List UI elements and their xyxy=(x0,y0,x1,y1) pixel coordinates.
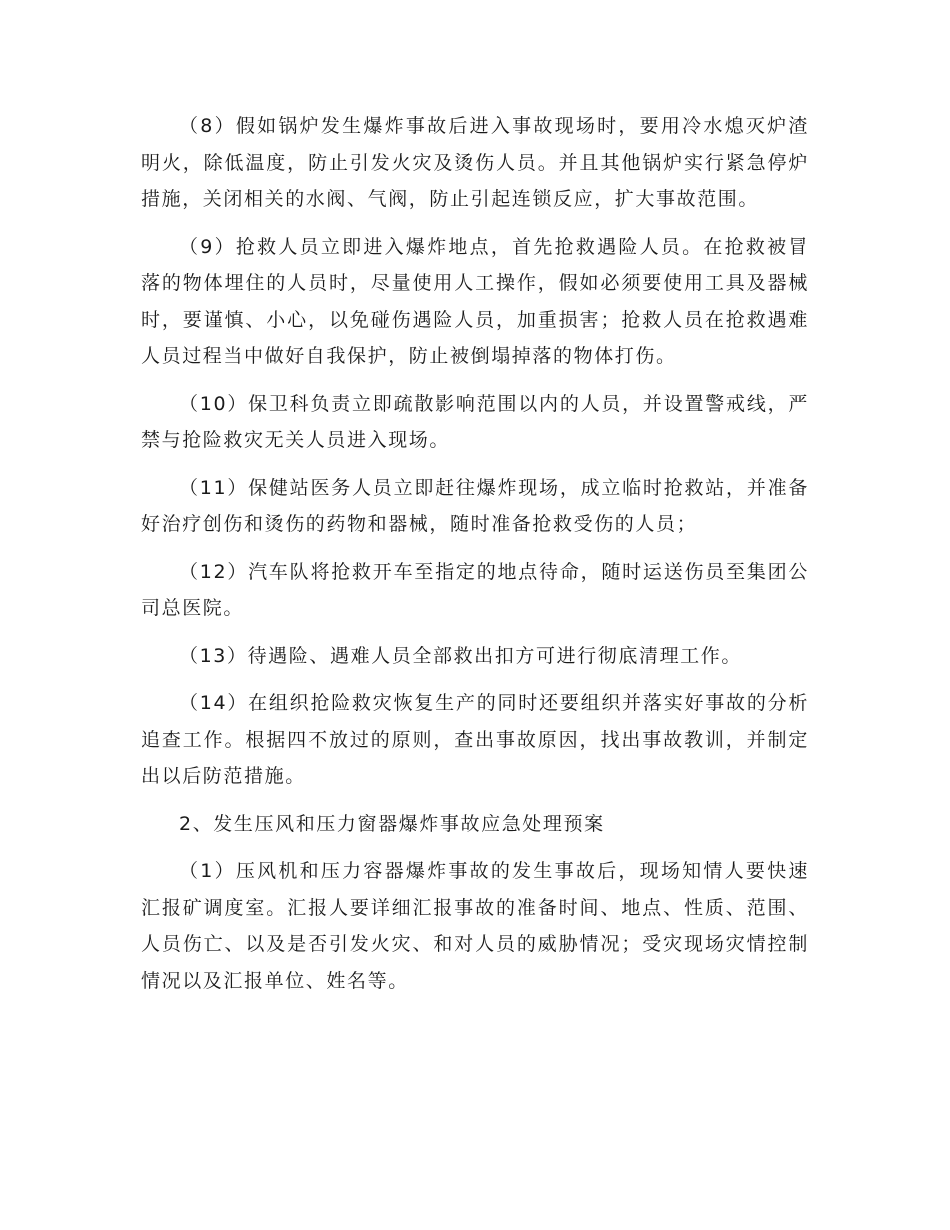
section-heading: 2、发生压风和压力窗器爆炸事故应急处理预案 xyxy=(179,812,605,835)
paragraph-item-1: （1）压风机和压力容器爆炸事故的发生事故后，现场知情人要快速汇报矿调度室。汇报人要详细汇报事故的准备时间、地点、性质、范围、人员伤亡、以及是否引发火灾、和对人员的威胁情况；受灾现场灾情控制情况以及汇报单位、姓名等。 xyxy=(141,860,809,992)
paragraph-item-9: （9）抢救人员立即进入爆炸地点，首先抢救遇险人员。在抢救被冒落的物体埋住的人员时，尽量使用人工操作，假如必须要使用工具及器械时，要谨慎、小心，以免碰伤遇险人员，加重损害；抢救人员在抢救遇难人员过程当中做好自我保护，防止被倒塌掉落的物体打伤。 xyxy=(141,235,809,367)
paragraph-item-13: （13）待遇险、遇难人员全部救出扣方可进行彻底清理工作。 xyxy=(179,644,742,667)
paragraph-item-14: （14）在组织抢险救灾恢复生产的同时还要组织并落实好事故的分析追查工作。根据四不放过的原则，查出事故原因，找出事故教训，并制定出以后防范措施。 xyxy=(141,692,809,787)
paragraph-item-12: （12）汽车队将抢救开车至指定的地点待命，随时运送伤员至集团公司总医院。 xyxy=(141,560,809,619)
paragraph-item-10: （10）保卫科负责立即疏散影响范围以内的人员，并设置警戒线，严禁与抢险救灾无关人员进入现场。 xyxy=(141,392,809,451)
paragraph-item-8: （8）假如锅炉发生爆炸事故后进入事故现场时，要用冷水熄灭炉渣明火，除低温度，防止引发火灾及烫伤人员。并且其他锅炉实行紧急停炉措施，关闭相关的水阀、气阀，防止引起连锁反应，扩大事故范围。 xyxy=(141,115,809,210)
document-body xyxy=(141,108,809,1010)
paragraph-item-11: （11）保健站医务人员立即赶往爆炸现场，成立临时抢救站，并准备好治疗创伤和烫伤的药物和器械，随时准备抢救受伤的人员； xyxy=(141,476,809,535)
